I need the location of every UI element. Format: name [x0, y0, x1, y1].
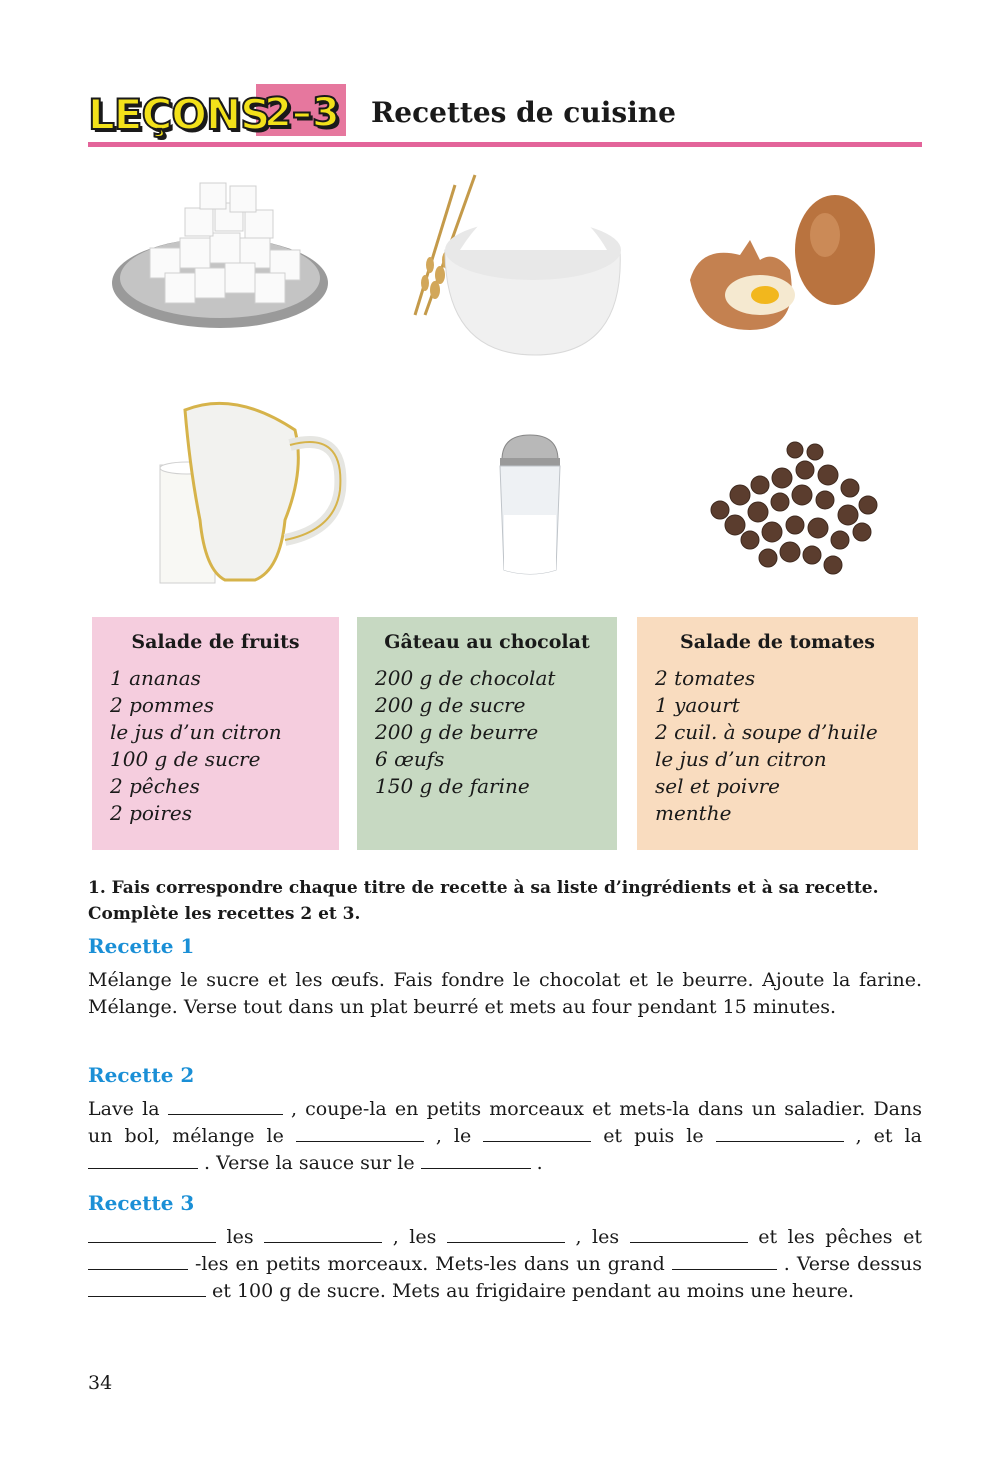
text-segment: , le	[435, 1125, 472, 1147]
fill-blank[interactable]	[447, 1224, 565, 1243]
recipe-box-title: Salade de tomates	[680, 631, 875, 653]
milk-jug-photo	[155, 390, 355, 590]
ingredient-item: 200 g de sucre	[375, 693, 526, 717]
text-segment: Lave la	[88, 1098, 160, 1120]
ingredient-item: 200 g de beurre	[375, 720, 539, 744]
lesson-number: 2–3	[264, 90, 340, 136]
ingredient-item: 6 œufs	[375, 747, 445, 771]
text-segment: , les	[392, 1226, 437, 1248]
ingredient-item: menthe	[655, 801, 732, 825]
text-segment: et	[903, 1226, 922, 1248]
ingredient-item: 150 g de farine	[375, 774, 530, 798]
ingredient-item: 2 cuil. à soupe d’huile	[655, 720, 878, 744]
recipe-box-title: Gâteau au chocolat	[384, 631, 590, 653]
sugar-cubes-photo	[105, 178, 335, 338]
salt-shaker-photo	[490, 430, 570, 580]
recette-2-text	[88, 1096, 922, 1177]
recipe-box-salade-tomates	[637, 617, 918, 850]
ingredient-item: 1 ananas	[110, 666, 201, 690]
ingredient-item: sel et poivre	[655, 774, 781, 798]
flour-bowl-photo	[385, 165, 625, 360]
fill-blank[interactable]	[88, 1278, 206, 1297]
recipe-box-title: Salade de fruits	[131, 631, 300, 653]
ingredient-item: 2 poires	[110, 801, 192, 825]
ingredient-item: le jus d’un citron	[110, 720, 282, 744]
fill-blank[interactable]	[264, 1224, 382, 1243]
recipe-box-salade-fruits	[92, 617, 339, 850]
text-segment: .	[536, 1152, 543, 1174]
fill-blank[interactable]	[88, 1224, 216, 1243]
text-segment: ,	[855, 1125, 862, 1147]
lesson-label: LEÇONS	[88, 90, 270, 139]
fill-blank[interactable]	[168, 1096, 283, 1115]
text-segment: et les pêches	[758, 1226, 893, 1248]
recipe-box-gateau-chocolat	[357, 617, 617, 850]
ingredient-item: 200 g de chocolat	[375, 666, 556, 690]
text-segment: les	[226, 1226, 254, 1248]
eggs-photo	[680, 190, 880, 340]
text-segment: , les	[575, 1226, 620, 1248]
text-segment: , coupe-la en petits morceaux et mets-la dans un saladier. Dans un bol, mélange le	[88, 1098, 922, 1147]
fill-blank[interactable]	[296, 1123, 424, 1142]
fill-blank[interactable]	[483, 1123, 591, 1142]
page-title: Recettes de cuisine	[371, 96, 676, 129]
recette-3-heading: Recette 3	[88, 1191, 195, 1215]
text-segment: . Verse la sauce sur le	[204, 1152, 415, 1174]
recette-2-heading: Recette 2	[88, 1063, 195, 1087]
recette-3-text	[88, 1224, 922, 1305]
ingredient-item: 2 pêches	[110, 774, 200, 798]
lesson-header	[88, 84, 922, 148]
text-segment: et la	[873, 1125, 922, 1147]
text-segment: -les en petits morceaux. Mets-les dans un grand	[195, 1253, 665, 1275]
pepper-photo	[690, 440, 885, 585]
ingredient-item: le jus d’un citron	[655, 747, 827, 771]
text-segment: et 100 g de sucre. Mets au frigidaire pendant au moins une heure.	[212, 1280, 855, 1302]
ingredient-item: 2 pommes	[110, 693, 214, 717]
fill-blank[interactable]	[88, 1251, 188, 1270]
fill-blank[interactable]	[630, 1224, 748, 1243]
fill-blank[interactable]	[421, 1150, 531, 1169]
text-segment: et puis le	[603, 1125, 704, 1147]
text-segment: . Verse dessus	[783, 1253, 923, 1275]
page-number: 34	[88, 1372, 113, 1394]
recette-1-heading: Recette 1	[88, 934, 195, 958]
fill-blank[interactable]	[672, 1251, 777, 1270]
ingredient-item: 2 tomates	[655, 666, 756, 690]
exercise-instruction: 1. Fais correspondre chaque titre de recette à sa liste d’ingrédients et à sa recette. Complète les recettes 2 et 3.	[88, 878, 879, 924]
fill-blank[interactable]	[88, 1150, 198, 1169]
recette-1-text: Mélange le sucre et les œufs. Fais fondre le chocolat et le beurre. Ajoute la farine. Mélange. Verse tout dans un plat beurré et mets au four pendant 15 minutes.	[88, 969, 922, 1018]
header-rule	[88, 142, 922, 147]
ingredient-item: 100 g de sucre	[110, 747, 261, 771]
fill-blank[interactable]	[716, 1123, 844, 1142]
ingredient-item: 1 yaourt	[655, 693, 740, 717]
